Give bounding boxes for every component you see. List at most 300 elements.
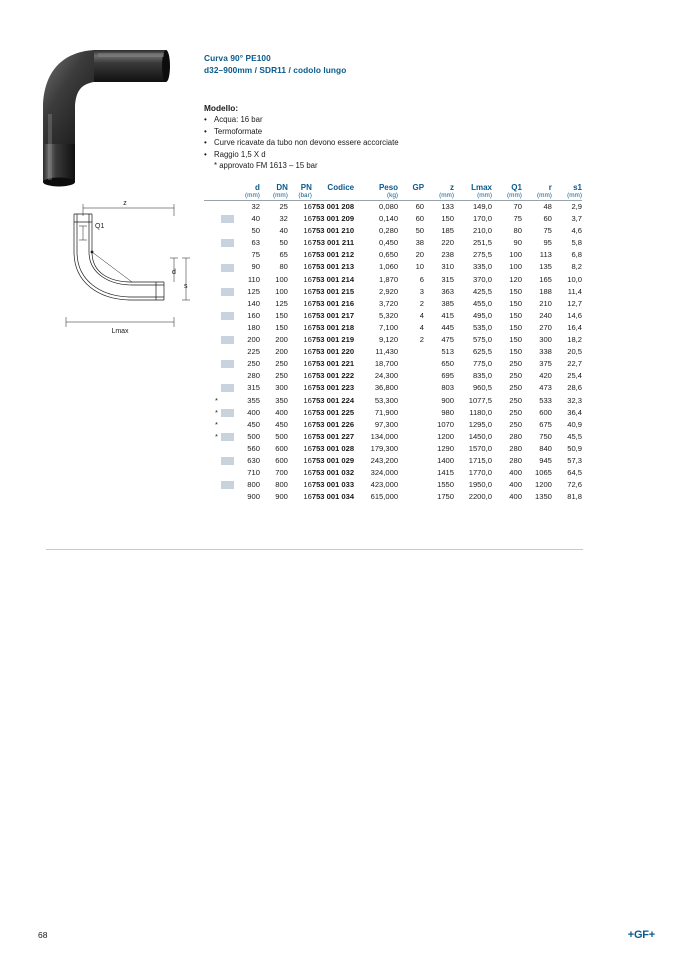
cell-pn: 16 — [303, 419, 312, 429]
cell-gp: 10 — [415, 262, 425, 272]
cell-r: 1200 — [535, 480, 552, 490]
cell-codice: 753 001 209 — [311, 214, 355, 224]
cell-s1: 36,4 — [567, 407, 582, 417]
cell-gp: 50 — [415, 226, 425, 236]
cell-pn: 16 — [303, 443, 312, 453]
cell-codice: 753 001 224 — [311, 395, 355, 405]
cell-peso: 1,060 — [379, 262, 399, 272]
cell-d: 900 — [247, 492, 260, 502]
cell-s1: 8,2 — [571, 262, 582, 272]
cell-gp: 4 — [419, 322, 425, 332]
cell-row-marker — [218, 249, 234, 261]
row-marker-icon — [221, 288, 234, 296]
cell-star — [204, 358, 218, 370]
table-row[interactable] — [204, 431, 582, 443]
row-marker-icon — [221, 457, 234, 465]
cell-r: 188 — [539, 286, 552, 296]
cell-d: 800 — [247, 480, 260, 490]
cell-q1: 400 — [509, 480, 522, 490]
cell-lmax: 455,0 — [472, 298, 492, 308]
bullet-dot-icon: • — [204, 138, 207, 148]
cell-star: * — [215, 395, 218, 405]
drawing-label-z: z — [123, 200, 127, 207]
cell-star — [204, 249, 218, 261]
row-marker-icon — [221, 300, 234, 308]
cell-z: 1290 — [437, 443, 454, 453]
cell-lmax: 835,0 — [472, 371, 492, 381]
cell-r: 1065 — [535, 468, 552, 478]
table-row[interactable] — [204, 358, 582, 370]
row-marker-icon — [221, 493, 234, 501]
cell-z: 513 — [441, 347, 454, 357]
cell-r: 210 — [539, 298, 552, 308]
cell-peso: 324,000 — [370, 468, 399, 478]
cell-pn: 16 — [303, 286, 312, 296]
col-header-lmax: Lmax — [471, 183, 492, 192]
cell-star — [204, 225, 218, 237]
cell-d: 32 — [251, 202, 260, 211]
product-title — [204, 53, 584, 76]
bullet-dot-icon: • — [204, 115, 207, 124]
col-unit-gp — [398, 192, 424, 199]
table-row[interactable] — [204, 225, 582, 237]
cell-s1: 32,3 — [567, 395, 582, 405]
cell-s1: 12,7 — [567, 298, 582, 308]
cell-dn: 100 — [275, 274, 288, 284]
cell-d: 315 — [247, 383, 260, 393]
cell-q1: 150 — [509, 286, 522, 296]
cell-row-marker — [218, 358, 234, 370]
table-row[interactable] — [204, 491, 582, 503]
col-unit-lmax: (mm) — [477, 192, 492, 199]
cell-gp — [398, 443, 424, 455]
cell-pn: 16 — [303, 371, 312, 381]
cell-peso: 3,720 — [379, 298, 399, 308]
cell-pn: 16 — [303, 322, 312, 332]
table-row[interactable] — [204, 395, 582, 407]
cell-pn: 16 — [303, 335, 312, 345]
cell-dn: 150 — [275, 322, 288, 332]
cell-codice: 753 001 208 — [311, 202, 355, 211]
cell-codice: 753 001 028 — [311, 443, 355, 453]
bullet-dot-icon: • — [204, 149, 207, 159]
cell-row-marker — [218, 395, 234, 407]
cell-lmax: 535,0 — [472, 322, 492, 332]
col-header-z: z — [450, 183, 454, 192]
cell-peso: 1,870 — [379, 274, 399, 284]
cell-lmax: 960,5 — [472, 383, 492, 393]
list-item — [204, 137, 584, 149]
cell-row-marker — [218, 322, 234, 334]
list-item-label: Termoformate — [214, 126, 263, 136]
cell-dn: 250 — [275, 359, 288, 369]
cell-s1: 6,8 — [571, 250, 582, 260]
cell-r: 600 — [539, 407, 552, 417]
table-row[interactable] — [204, 310, 582, 322]
row-marker-icon — [221, 324, 234, 332]
cell-gp: 2 — [419, 335, 425, 345]
cell-row-marker — [218, 382, 234, 394]
cell-d: 560 — [247, 443, 260, 453]
col-header-s1: s1 — [573, 183, 582, 192]
technical-drawing — [46, 196, 196, 341]
cell-q1: 100 — [509, 262, 522, 272]
cell-star: * — [215, 431, 218, 441]
cell-z: 1750 — [437, 492, 454, 502]
cell-lmax: 1450,0 — [468, 431, 492, 441]
cell-star — [204, 322, 218, 334]
cell-z: 650 — [441, 359, 454, 369]
cell-dn: 900 — [275, 492, 288, 502]
col-unit-q1: (mm) — [507, 192, 522, 199]
cell-pn: 16 — [303, 274, 312, 284]
cell-pn: 16 — [303, 407, 312, 417]
cell-peso: 0,650 — [379, 250, 399, 260]
row-marker-icon — [221, 312, 234, 320]
cell-z: 363 — [441, 286, 454, 296]
cell-codice: 753 001 211 — [312, 238, 355, 248]
cell-peso: 11,430 — [375, 347, 399, 357]
cell-dn: 25 — [279, 202, 288, 211]
cell-d: 110 — [247, 274, 260, 284]
table-row[interactable] — [204, 455, 582, 467]
cell-codice: 753 001 034 — [311, 492, 355, 502]
cell-lmax: 495,0 — [472, 310, 492, 320]
row-marker-icon — [221, 251, 234, 259]
cell-peso: 7,100 — [379, 322, 399, 332]
cell-gp — [398, 370, 424, 382]
cell-lmax: 251,5 — [472, 238, 492, 248]
cell-lmax: 1077,5 — [468, 395, 492, 405]
table-row[interactable] — [204, 479, 582, 491]
cell-q1: 250 — [509, 371, 522, 381]
cell-q1: 250 — [509, 359, 522, 369]
cell-row-marker — [218, 286, 234, 298]
cell-dn: 65 — [279, 250, 288, 260]
cell-star — [204, 382, 218, 394]
cell-r: 75 — [543, 226, 552, 236]
cell-row-marker — [218, 491, 234, 503]
cell-gp — [398, 455, 424, 467]
cell-lmax: 275,5 — [472, 250, 492, 260]
cell-lmax: 1295,0 — [468, 419, 492, 429]
cell-s1: 45,5 — [567, 431, 582, 441]
cell-s1: 4,6 — [571, 226, 582, 236]
cell-r: 270 — [539, 322, 552, 332]
table-row[interactable] — [204, 286, 582, 298]
cell-s1: 20,5 — [567, 347, 582, 357]
cell-lmax: 1570,0 — [468, 443, 492, 453]
drawing-label-lmax: Lmax — [111, 328, 129, 335]
row-marker-icon — [221, 397, 234, 405]
cell-d: 450 — [247, 419, 260, 429]
col-header-gp: GP — [412, 183, 425, 192]
cell-codice: 753 001 215 — [311, 286, 355, 296]
cell-r: 533 — [539, 395, 552, 405]
cell-row-marker — [218, 431, 234, 443]
col-unit-s1: (mm) — [567, 192, 582, 199]
cell-gp — [398, 358, 424, 370]
cell-peso: 423,000 — [370, 480, 399, 490]
list-item-label: Curve ricavate da tubo non devono essere accorciate — [214, 138, 399, 148]
cell-d: 63 — [251, 238, 260, 248]
cell-s1: 25,4 — [567, 371, 582, 381]
cell-dn: 600 — [275, 443, 288, 453]
cell-q1: 150 — [509, 298, 522, 308]
cell-d: 710 — [247, 468, 260, 478]
cell-row-marker — [218, 334, 234, 346]
cell-s1: 16,4 — [567, 322, 582, 332]
cell-q1: 250 — [509, 383, 522, 393]
cell-q1: 75 — [513, 214, 522, 224]
cell-pn: 16 — [303, 250, 312, 260]
cell-q1: 90 — [513, 238, 522, 248]
cell-row-marker — [218, 261, 234, 273]
cell-z: 150 — [441, 214, 454, 224]
cell-row-marker — [218, 274, 234, 286]
cell-z: 310 — [441, 262, 454, 272]
cell-q1: 250 — [509, 407, 522, 417]
col-header-pn: PN — [300, 183, 312, 192]
cell-r: 165 — [539, 274, 552, 284]
cell-lmax: 210,0 — [472, 226, 492, 236]
table-row[interactable] — [204, 382, 582, 394]
cell-star — [204, 213, 218, 225]
cell-lmax: 625,5 — [472, 347, 492, 357]
cell-s1: 3,7 — [571, 214, 582, 224]
cell-row-marker — [218, 298, 234, 310]
cell-r: 95 — [543, 238, 552, 248]
cell-peso: 9,120 — [379, 335, 399, 345]
cell-z: 185 — [441, 226, 454, 236]
product-title-line2: d32–900mm / SDR11 / codolo lungo — [204, 64, 347, 75]
cell-r: 675 — [539, 419, 552, 429]
cell-gp — [398, 431, 424, 443]
cell-dn: 500 — [275, 431, 288, 441]
table-row[interactable] — [204, 274, 582, 286]
row-marker-icon — [221, 433, 234, 441]
cell-z: 1400 — [437, 455, 454, 465]
cell-lmax: 1715,0 — [468, 455, 492, 465]
cell-dn: 80 — [279, 262, 288, 272]
cell-codice: 753 001 216 — [311, 298, 355, 308]
cell-gp — [398, 479, 424, 491]
cell-peso: 97,300 — [374, 419, 399, 429]
table-row[interactable] — [204, 237, 582, 249]
cell-pn: 16 — [303, 480, 312, 490]
cell-pn: 16 — [303, 298, 312, 308]
cell-codice: 753 001 220 — [311, 347, 355, 357]
table-row[interactable] — [204, 322, 582, 334]
cell-lmax: 370,0 — [472, 274, 492, 284]
cell-r: 113 — [539, 250, 552, 260]
cell-star — [204, 237, 218, 249]
cell-star — [204, 274, 218, 286]
cell-row-marker — [218, 443, 234, 455]
cell-pn: 16 — [303, 226, 312, 236]
row-marker-icon — [221, 445, 234, 453]
cell-lmax: 170,0 — [472, 214, 492, 224]
row-marker-icon — [221, 264, 234, 272]
table-row[interactable] — [204, 419, 582, 431]
cell-d: 400 — [247, 407, 260, 417]
cell-s1: 64,5 — [567, 468, 582, 478]
row-marker-icon — [221, 481, 234, 489]
cell-pn: 16 — [303, 214, 312, 224]
list-item — [204, 114, 584, 126]
cell-r: 300 — [539, 335, 552, 345]
spec-table — [204, 183, 582, 503]
col-header-r: r — [548, 183, 552, 192]
cell-gp: 6 — [419, 274, 425, 284]
cell-lmax: 1770,0 — [468, 468, 492, 478]
cell-d: 630 — [247, 455, 260, 465]
cell-z: 238 — [441, 250, 454, 260]
col-header-star — [204, 183, 218, 192]
cell-z: 220 — [441, 238, 454, 248]
cell-dn: 450 — [275, 419, 288, 429]
cell-row-marker — [218, 310, 234, 322]
cell-z: 900 — [441, 395, 454, 405]
drawing-label-d: d — [172, 269, 176, 276]
cell-z: 133 — [441, 202, 454, 211]
cell-d: 280 — [247, 371, 260, 381]
col-unit-swatch — [218, 192, 234, 199]
table-row[interactable] — [204, 213, 582, 225]
table-row[interactable] — [204, 298, 582, 310]
col-unit-pn: (bar) — [298, 192, 312, 199]
cell-q1: 80 — [513, 226, 522, 236]
cell-q1: 280 — [509, 443, 522, 453]
cell-codice: 753 001 210 — [311, 226, 355, 236]
cell-s1: 18,2 — [567, 335, 582, 345]
cell-codice: 753 001 032 — [311, 468, 355, 478]
cell-d: 75 — [251, 250, 260, 260]
cell-r: 473 — [539, 383, 552, 393]
table-row[interactable] — [204, 346, 582, 358]
cell-gp — [398, 382, 424, 394]
cell-d: 355 — [247, 395, 260, 405]
cell-z: 1200 — [437, 431, 454, 441]
cell-d: 160 — [247, 310, 260, 320]
cell-gp: 60 — [415, 214, 425, 224]
cell-peso: 179,300 — [370, 443, 399, 453]
row-marker-icon — [221, 203, 234, 211]
table-row[interactable] — [204, 261, 582, 273]
row-marker-icon — [221, 469, 234, 477]
cell-dn: 700 — [275, 468, 288, 478]
product-title-line1: Curva 90° PE100 — [204, 53, 271, 63]
cell-r: 338 — [539, 347, 552, 357]
cell-codice: 753 001 214 — [311, 274, 355, 284]
cell-gp: 3 — [419, 286, 425, 296]
col-header-peso: Peso — [378, 183, 399, 192]
page-number: 68 — [38, 930, 48, 940]
row-marker-icon — [221, 336, 234, 344]
cell-codice: 753 001 033 — [311, 480, 355, 490]
table-row[interactable] — [204, 467, 582, 479]
cell-star — [204, 443, 218, 455]
cell-q1: 150 — [509, 310, 522, 320]
list-item-footnote — [204, 160, 584, 172]
cell-star: * — [215, 407, 218, 417]
cell-pn: 16 — [303, 359, 312, 369]
cell-s1: 50,9 — [567, 443, 582, 453]
cell-codice: 753 001 222 — [311, 371, 355, 381]
cell-d: 180 — [247, 322, 260, 332]
cell-z: 315 — [441, 274, 454, 284]
cell-peso: 2,920 — [379, 286, 399, 296]
cell-s1: 40,9 — [567, 419, 582, 429]
cell-d: 140 — [247, 298, 260, 308]
cell-r: 840 — [539, 443, 552, 453]
feature-list — [204, 114, 584, 172]
cell-z: 803 — [441, 383, 454, 393]
cell-pn: 16 — [303, 347, 312, 357]
cell-dn: 125 — [275, 298, 288, 308]
cell-z: 475 — [441, 335, 454, 345]
cell-peso: 0,080 — [379, 202, 399, 211]
cell-d: 225 — [247, 347, 260, 357]
cell-codice: 753 001 226 — [311, 419, 355, 429]
table-unit-row — [204, 192, 582, 199]
cell-q1: 400 — [509, 492, 522, 502]
col-header-d: d — [255, 183, 260, 192]
cell-codice: 753 001 212 — [311, 250, 355, 260]
cell-gp — [398, 346, 424, 358]
table-row[interactable] — [204, 249, 582, 261]
row-marker-icon — [221, 239, 234, 247]
cell-q1: 150 — [509, 335, 522, 345]
table-row[interactable] — [204, 407, 582, 419]
cell-q1: 70 — [513, 202, 522, 211]
cell-z: 1550 — [437, 480, 454, 490]
bullet-dot-icon: • — [204, 126, 207, 136]
cell-pn: 16 — [303, 395, 312, 405]
cell-row-marker — [218, 346, 234, 358]
list-item-label: Raggio 1,5 X d — [214, 149, 266, 159]
cell-pn: 16 — [303, 492, 312, 502]
cell-row-marker — [218, 407, 234, 419]
col-unit-peso: (kg) — [387, 192, 399, 199]
cell-pn: 16 — [303, 455, 312, 465]
col-unit-star — [204, 192, 218, 199]
cell-lmax: 775,0 — [472, 359, 492, 369]
cell-s1: 57,3 — [567, 455, 582, 465]
cell-pn: 16 — [303, 383, 312, 393]
cell-codice: 753 001 029 — [311, 455, 355, 465]
cell-dn: 800 — [275, 480, 288, 490]
row-marker-icon — [221, 421, 234, 429]
table-row[interactable] — [204, 201, 582, 214]
cell-star — [204, 455, 218, 467]
table-row[interactable] — [204, 443, 582, 455]
cell-r: 750 — [539, 431, 552, 441]
cell-gp: 60 — [415, 202, 425, 211]
cell-codice: 753 001 218 — [311, 322, 355, 332]
table-row[interactable] — [204, 334, 582, 346]
cell-peso: 243,200 — [370, 455, 399, 465]
cell-d: 500 — [247, 431, 260, 441]
cell-dn: 50 — [279, 238, 288, 248]
cell-s1: 2,9 — [571, 202, 582, 211]
cell-dn: 150 — [275, 310, 288, 320]
cell-r: 375 — [539, 359, 552, 369]
row-marker-icon — [221, 348, 234, 356]
cell-lmax: 1180,0 — [469, 407, 492, 417]
table-row[interactable] — [204, 370, 582, 382]
col-header-codice: Codice — [327, 183, 355, 192]
